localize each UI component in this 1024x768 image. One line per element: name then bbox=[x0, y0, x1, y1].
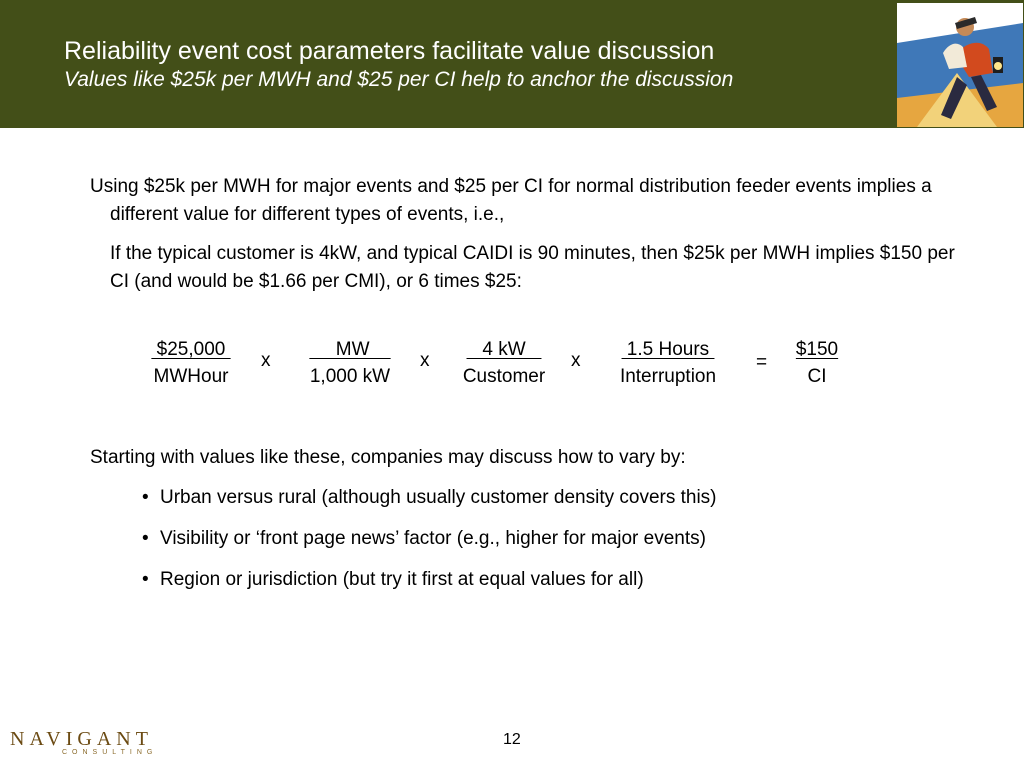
navigant-logo bbox=[10, 728, 170, 758]
formula-denominator: Interruption bbox=[619, 366, 717, 387]
bullet-text: Urban versus rural (although usually customer density covers this) bbox=[160, 487, 717, 508]
list-item bbox=[142, 484, 717, 512]
walking-man-lantern-illustration bbox=[897, 3, 1023, 127]
formula-numerator: $25,000 bbox=[151, 339, 231, 360]
slide-header bbox=[0, 0, 1024, 128]
list-item bbox=[142, 525, 717, 553]
equals-operator: = bbox=[756, 352, 768, 373]
title-block bbox=[64, 36, 733, 94]
bullet-icon: • bbox=[142, 569, 149, 590]
multiply-operator: x bbox=[420, 350, 430, 371]
formula-numerator: MW bbox=[309, 339, 391, 360]
multiply-operator: x bbox=[261, 350, 271, 371]
slide-title: Reliability event cost parameters facilitate value discussion bbox=[64, 37, 715, 65]
bullet-icon: • bbox=[142, 528, 149, 549]
formula-term-hours-per-interruption bbox=[603, 336, 733, 390]
illustration-svg bbox=[897, 3, 1023, 127]
bullet-text: Visibility or ‘front page news’ factor (e.g., higher for major events) bbox=[160, 528, 706, 549]
formula-term-kw-per-customer bbox=[450, 336, 558, 390]
formula-denominator: 1,000 kW bbox=[309, 366, 391, 387]
bullet-list bbox=[142, 484, 717, 607]
discussion-paragraph: Starting with values like these, companies may discuss how to vary by: bbox=[90, 447, 686, 468]
intro-paragraph: Using $25k per MWH for major events and $25 per CI for normal distribution feeder events implies a different value for different types of events, i.e., bbox=[90, 176, 932, 225]
formula-term-mw-per-kw bbox=[296, 336, 404, 390]
formula-result-numerator: $150 bbox=[795, 339, 839, 360]
slide-subtitle: Values like $25k per MWH and $25 per CI help to anchor the discussion bbox=[64, 68, 734, 91]
formula-denominator: Customer bbox=[462, 366, 546, 387]
logo-wordmark: NAVIGANT bbox=[10, 728, 153, 750]
page-number: 12 bbox=[503, 731, 521, 748]
formula-term-dollars-per-mwh bbox=[139, 336, 243, 390]
logo-subtext: CONSULTING bbox=[62, 749, 158, 756]
formula-result bbox=[786, 336, 848, 390]
list-item bbox=[142, 566, 717, 594]
bullet-icon: • bbox=[142, 487, 149, 508]
formula-numerator: 1.5 Hours bbox=[621, 339, 715, 360]
multiply-operator: x bbox=[571, 350, 581, 371]
example-paragraph: If the typical customer is 4kW, and typical CAIDI is 90 minutes, then $25k per MWH implies $150 per CI (and would be $1.66 per CMI), or 6 times $25: bbox=[110, 243, 955, 292]
formula-result-denominator: CI bbox=[807, 366, 827, 387]
formula-denominator: MWHour bbox=[153, 366, 229, 387]
formula-numerator: 4 kW bbox=[466, 339, 542, 360]
bullet-text: Region or jurisdiction (but try it first at equal values for all) bbox=[160, 569, 644, 590]
